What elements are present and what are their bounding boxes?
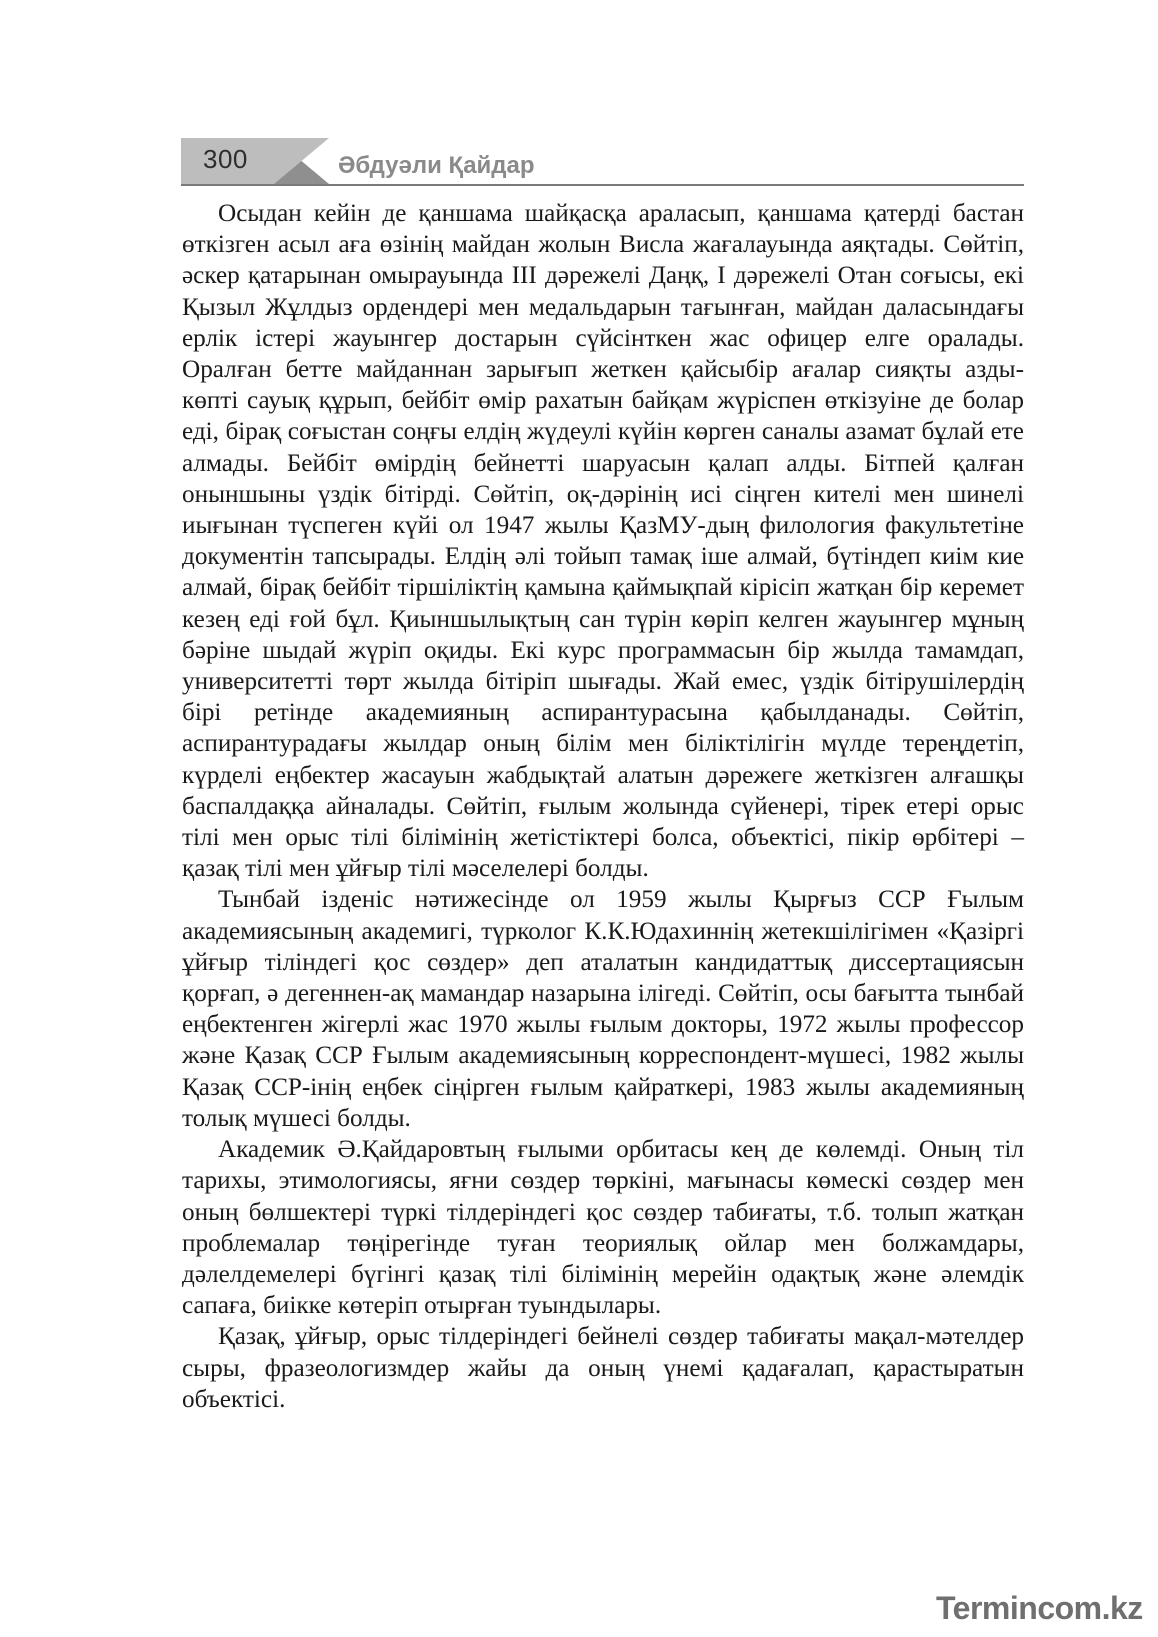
watermark-logo: Termincom.kz bbox=[936, 1590, 1143, 1626]
header-author-name: Әбдуәли Қайдар bbox=[338, 152, 535, 179]
paragraph-4: Қазақ, ұйғыр, орыс тілдеріндегі бейнелі сөздер табиғаты мақал-мәтелдер сыры, фразеологизмдер жайы да оның үнемі қадағалап, қарастыратын объектісі. bbox=[182, 1323, 1024, 1413]
paragraph-3: Академик Ә.Қайдаровтың ғылыми орбитасы кең де көлемді. Оның тіл тарихы, этимологиясы, яғни сөздер төркіні, мағынасы көмескі сөздер мен оның бөлшектері түркі тілдеріндегі қос сөздер табиғаты, т.б. толып жатқан проблемалар төңірегінде туған теориялық ойлар мен болжамдары, дәлелдемелері бүгінгі қазақ тілі білімінің мерейін одақтық және әлемдік сапаға, биікке көтеріп отырған туындылары. bbox=[182, 1136, 1024, 1320]
page-number-box bbox=[181, 138, 274, 184]
paragraph-2: Тынбай ізденіс нәтижесінде ол 1959 жылы Қырғыз ССР Ғылым академиясының академигі, түрколог К.К.Юдахиннің жетекшілігімен «Қазіргі ұйғыр тіліндегі қос сөздер» деп аталатын кандидаттық диссертациясын қорғап, ә дегеннен-ақ мамандар назарына ілігеді. Сөйтіп, осы бағытта тынбай еңбектенген жігерлі жас 1970 жылы ғылым докторы, 1972 жылы профессор және Қазақ ССР Ғылым академиясының корреспондент-мүшесі, 1982 жылы Қазақ ССР-інің еңбек сіңірген ғылым қайраткері, 1983 жылы академияның толық мүшесі болды. bbox=[182, 886, 1024, 1132]
header-rule bbox=[181, 184, 1024, 186]
body-text bbox=[182, 198, 1024, 1415]
header-triangle-decoration-top bbox=[274, 138, 329, 184]
paragraph-1: Осыдан кейін де қаншама шайқасқа араласып, қаншама қатерді бастан өткізген асыл аға өзінің майдан жолын Висла жағалауында аяқтады. Сөйтіп, әскер қатарынан омырауында III дәрежелі Даңқ, I дәрежелі Отан соғысы, екі Қызыл Жұлдыз ордендері мен медальдарын тағынған, майдан даласындағы ерлік істері жауынгер достарын сүйсінткен жас офицер елге оралады. Оралған бетте майданнан зарығып жеткен қайсыбір ағалар сияқты азды- көпті сауық құрып, бейбіт өмір рахатын байқам жүріспен өткізуіне де болар еді, бірақ соғыстан соңғы елдің жүдеулі күйін көрген саналы азамат бұлай ете алмады. Бейбіт өмірдің бейнетті шаруасын қалап алды. Бітпей қалған оныншыны үздік бітірді. Сөйтіп, оқ-дәрінің исі сіңген кителі мен шинелі иығынан түспеген күйі ол 1947 жылы ҚазМУ-дың филология факультетіне документін тапсырады. Елдің әлі тойып тамақ іше алмай, бүтіндеп киім кие алмай, бірақ бейбіт тіршіліктің қамына қаймықпай кірісіп жатқан бір керемет кезең еді ғой бұл. Қиыншылықтың сан түрін көріп келген жауынгер мұның бәріне шыдай жүріп оқиды. Екі курс программасын бір жылда тамамдап, университетті төрт жылда бітіріп шығады. Жай емес, үздік бітірушілердің бірі ретінде академияның аспирантурасына қабылданады. Сөйтіп, аспирантурадағы жылдар оның білім мен біліктілігін мүлде тереңдетіп, күрделі еңбектер жасауын жабдықтай алатын дәрежеге жеткізген алғашқы баспалдаққа айналады. Сөйтіп, ғылым жолында сүйенері, тірек етері орыс тілі мен орыс тілі білімінің жетістіктері болса, объектісі, пікір өрбітері – қазақ тілі мен ұйғыр тілі мәселелері болды. bbox=[182, 200, 1024, 883]
running-header bbox=[181, 138, 1024, 186]
page-number: 300 bbox=[203, 144, 248, 174]
